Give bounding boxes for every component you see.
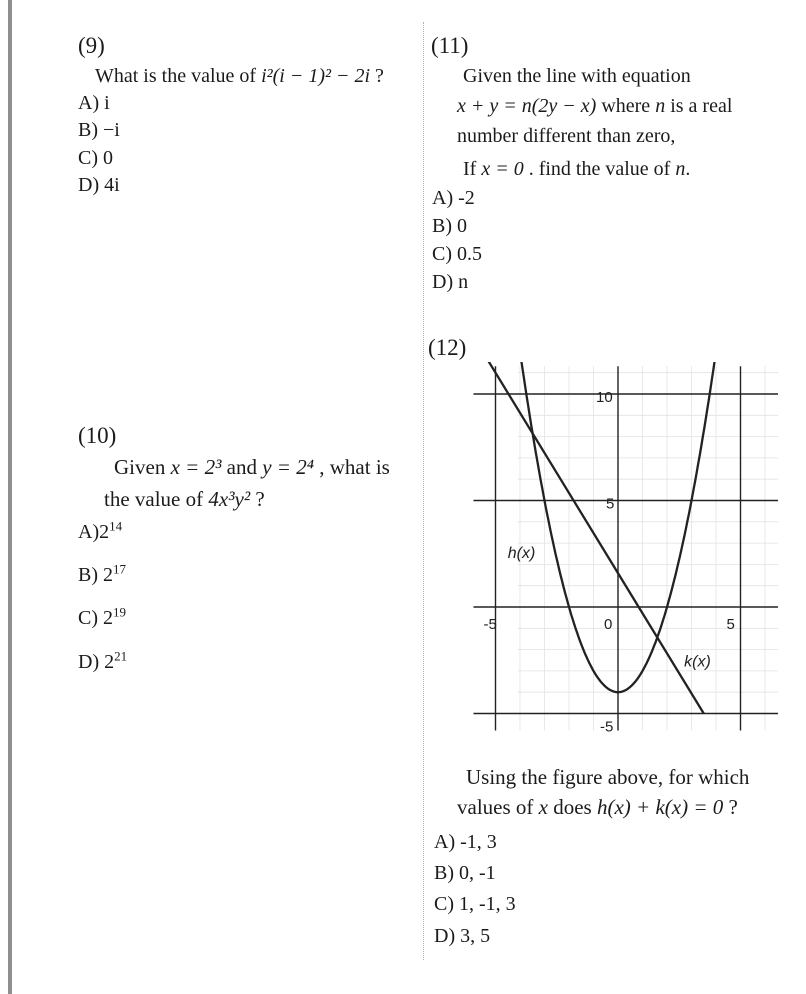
q12-question-line2: values of x does h(x) + k(x) = 0 ?: [457, 795, 738, 819]
left-margin-bar: [8, 0, 12, 994]
graph: [428, 362, 778, 742]
q11-option-d: D) n: [432, 271, 469, 293]
q11-line1: Given the line with equation: [463, 65, 691, 87]
q9-option-d: D) 4i: [78, 174, 120, 196]
q10-option-c: C) $2^{19}$: [78, 604, 126, 629]
q12-question-line1: Using the figure above, for which: [466, 765, 750, 789]
q11-line2: x + y = n(2y − x) where n is a real: [457, 95, 733, 117]
q11-equation: x + y = n(2y − x): [457, 95, 597, 117]
tick-labels: [484, 389, 735, 736]
x-tick-label: -5: [483, 616, 497, 633]
minor-grid: [518, 366, 778, 730]
h-curve-label: h(x): [507, 545, 536, 563]
q12-option-c: C) 1, -1, 3: [434, 893, 516, 915]
curves: [488, 362, 716, 714]
q9-stem: What is the value of i²(i − 1)² − 2i ?: [95, 65, 384, 87]
x-tick-label: 0: [604, 616, 613, 633]
q9-option-c: C) 0: [78, 147, 113, 169]
k-line: [488, 362, 704, 714]
y-tick-label: -5: [600, 718, 614, 736]
q9-option-b: B) −i: [78, 119, 120, 141]
y-tick-label: 5: [606, 495, 615, 513]
q12-expression: h(x) + k(x) = 0: [596, 795, 724, 819]
q11-line4: If x = 0 . find the value of n.: [463, 158, 691, 180]
curve-labels: [508, 545, 711, 671]
q11-option-a: A) -2: [432, 187, 475, 209]
q9-option-a: A) i: [78, 92, 110, 114]
k-line-label: k(x): [684, 653, 711, 671]
q12-option-a: A) -1, 3: [434, 831, 497, 853]
y-tick-label: 10: [596, 389, 613, 406]
q9-number: (9): [78, 33, 105, 58]
q9-expression: i²(i − 1)² − 2i: [261, 65, 371, 87]
q12-number: (12): [428, 335, 467, 360]
column-divider: [423, 22, 424, 960]
q10-line2: the value of 4x³y² ?: [104, 487, 265, 511]
q12-option-d: D) 3, 5: [434, 925, 491, 947]
q11-line3: number different than zero,: [457, 125, 676, 147]
q12-option-b: B) 0, -1: [434, 862, 496, 884]
q11-option-b: B) 0: [432, 215, 467, 237]
q10-option-b: B) $2^{17}$: [78, 561, 126, 586]
q10-expression: 4x³y²: [208, 487, 251, 511]
x-tick-label: 5: [726, 616, 735, 633]
q10-option-d: D) $2^{21}$: [78, 648, 128, 673]
q10-number: (10): [78, 423, 117, 448]
q11-number: (11): [431, 33, 469, 58]
q10-line1: Given x = 2³ and y = 2⁴ , what is: [114, 455, 390, 479]
q11-option-c: C) 0.5: [432, 243, 482, 265]
q10-option-a: $A)2^{14}$: [78, 518, 123, 543]
